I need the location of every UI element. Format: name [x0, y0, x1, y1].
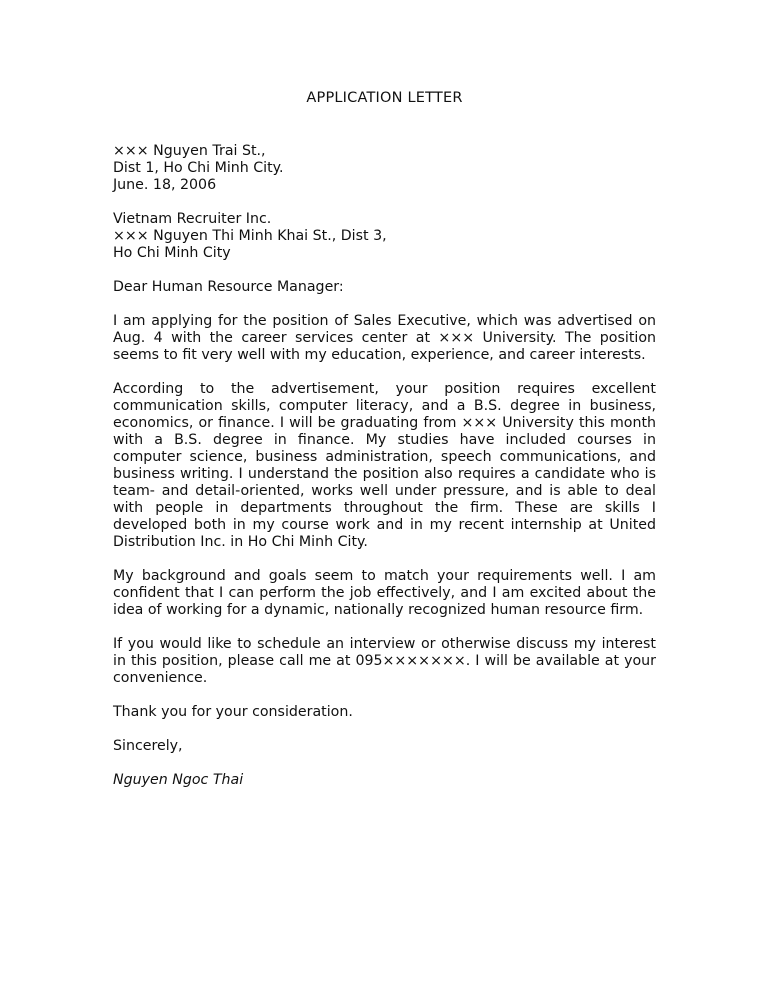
paragraph-intro: I am applying for the position of Sales Executive, which was advertised on Aug. 4 with the career services center at ××× University. The position seems to fit very well with my education, experience, and career interests.	[113, 313, 656, 363]
letter-date: June. 18, 2006	[113, 177, 217, 193]
paragraph-thanks: Thank you for your consideration.	[113, 704, 353, 720]
sender-city: Dist 1, Ho Chi Minh City.	[113, 160, 284, 176]
recipient-address	[113, 211, 656, 262]
sender-address	[113, 143, 656, 194]
paragraph-qualifications: According to the advertisement, your position requires excellent communication skills, computer literacy, and a B.S. degree in business, economics, or finance. I will be graduating from ××× University this month with a B.S. degree in finance. My studies have included courses in computer science, business administration, speech communications, and business writing. I understand the position also requires a candidate who is team- and detail-oriented, works well under pressure, and is able to deal with people in departments throughout the firm. These are skills I developed both in my course work and in my recent internship at United Distribution Inc. in Ho Chi Minh City.	[113, 381, 656, 550]
paragraph-interview: If you would like to schedule an interview or otherwise discuss my interest in this position, please call me at 095×××××××. I will be available at your convenience.	[113, 636, 656, 686]
letter-title: APPLICATION LETTER	[306, 90, 463, 106]
salutation: Dear Human Resource Manager:	[113, 279, 344, 295]
recipient-city: Ho Chi Minh City	[113, 245, 231, 261]
closing: Sincerely,	[113, 738, 183, 754]
paragraph-goals: My background and goals seem to match your requirements well. I am confident that I can perform the job effectively, and I am excited about the idea of working for a dynamic, nationally recognized human resource firm.	[113, 568, 656, 618]
recipient-company: Vietnam Recruiter Inc.	[113, 211, 272, 227]
letter-page	[113, 90, 656, 789]
signature: Nguyen Ngoc Thai	[113, 772, 244, 788]
recipient-street: ××× Nguyen Thi Minh Khai St., Dist 3,	[113, 228, 387, 244]
sender-street: ××× Nguyen Trai St.,	[113, 143, 266, 159]
